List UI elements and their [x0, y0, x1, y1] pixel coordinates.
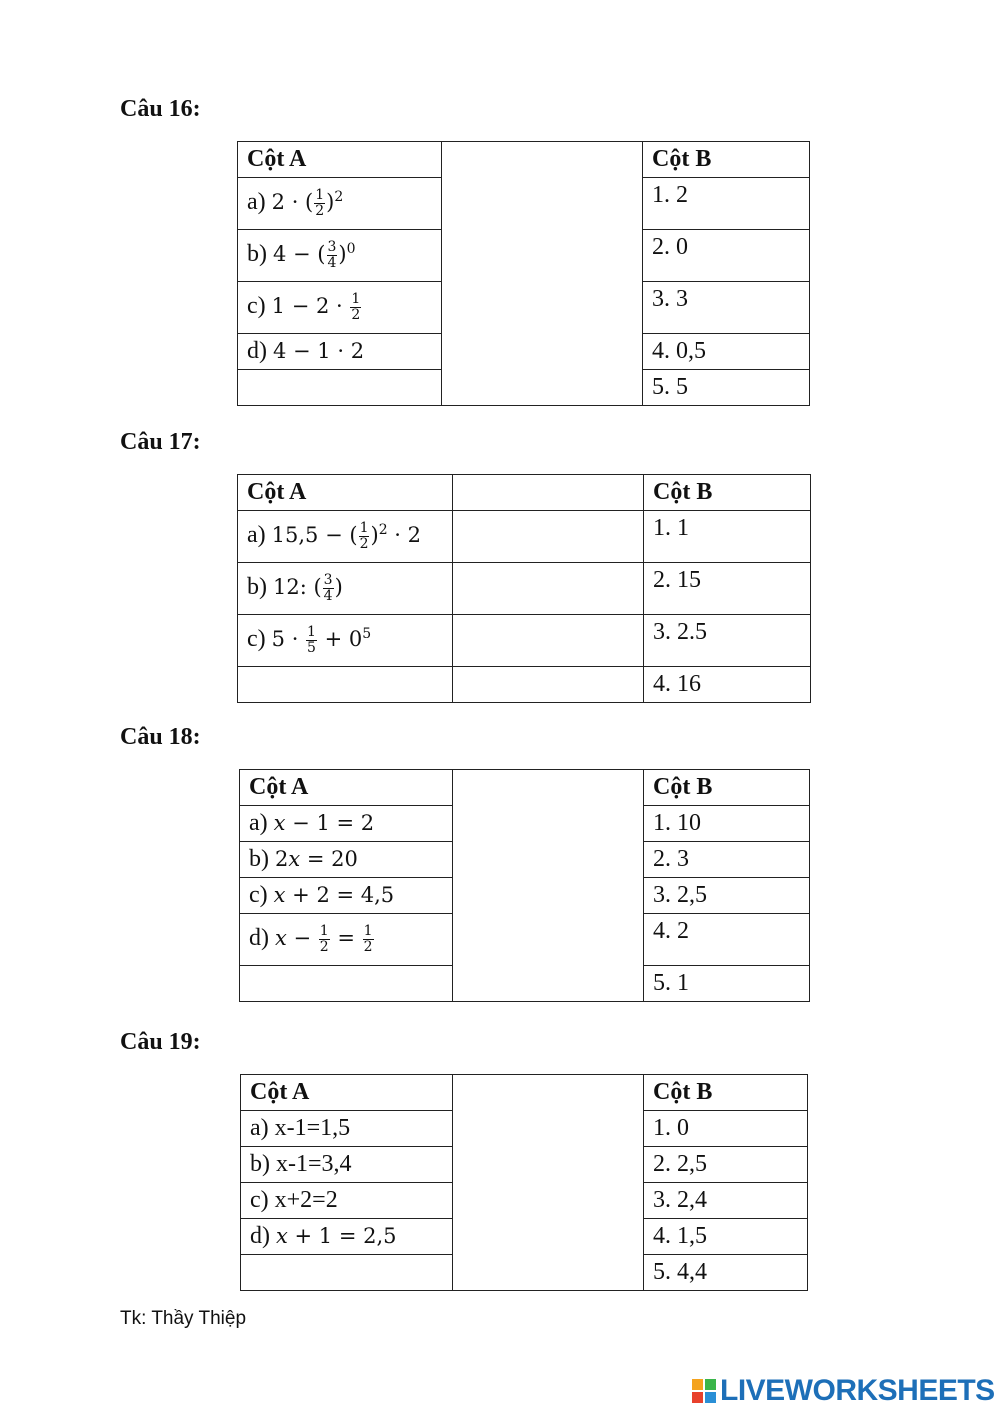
column-b-item: 3. 2.5 — [644, 615, 811, 667]
column-a-empty — [240, 966, 453, 1002]
question-19-title: Câu 19: — [120, 1029, 201, 1055]
answer-gap[interactable] — [442, 142, 643, 406]
question-17-title: Câu 17: — [120, 429, 201, 455]
question-16-table — [237, 141, 810, 406]
column-b-item: 4. 2 — [644, 914, 810, 966]
fraction: $\frac{1}{5}$ — [307, 624, 316, 656]
fraction: $\frac{3}{4}$ — [327, 239, 337, 271]
column-b-item: 4. 0,5 — [643, 334, 810, 370]
question-17-table — [237, 474, 811, 703]
question-16-title: Câu 16: — [120, 96, 201, 122]
column-b-item: 5. 1 — [644, 966, 810, 1002]
column-a-empty — [238, 370, 442, 406]
column-a-item: a) x − 1 = 2 — [240, 806, 453, 842]
column-b-item: 3. 2,4 — [644, 1183, 808, 1219]
column-b-item: 1. 1 — [644, 511, 811, 563]
column-b-item: 1. 10 — [644, 806, 810, 842]
column-a-item: c) 5 · $\frac{1}{5}$ + $0^5$ — [238, 615, 453, 667]
column-b-item: 2. 15 — [644, 563, 811, 615]
answer-gap[interactable] — [453, 615, 644, 667]
column-b-item: 4. 16 — [644, 667, 811, 703]
fraction: $\frac{1}{2}$ — [315, 187, 325, 219]
column-a-item: a) 2 · ( $\frac{1}{2}$ )$^2$ — [238, 178, 442, 230]
column-a-item: a) x-1=1,5 — [241, 1111, 453, 1147]
question-18-table — [239, 769, 810, 1002]
column-b-item: 5. 4,4 — [644, 1255, 808, 1291]
column-a-item: b) x-1=3,4 — [241, 1147, 453, 1183]
answer-gap[interactable] — [453, 770, 644, 1002]
column-b-item: 1. 0 — [644, 1111, 808, 1147]
author-credit: Tk: Thầy Thiệp — [120, 1308, 247, 1329]
column-a-item: d) x − $\frac{1}{2}$ = $\frac{1}{2}$ — [240, 914, 453, 966]
column-a-item: b) 12: ( $\frac{3}{4}$ ) — [238, 563, 453, 615]
column-a-item: b) 4 − ( $\frac{3}{4}$ )$^0$ — [238, 230, 442, 282]
fraction: $\frac{1}{2}$ — [363, 923, 373, 955]
column-a-item: a) 15,5 − ( $\frac{1}{2}$ )$^2$ · 2 — [238, 511, 453, 563]
column-a-header: Cột A — [241, 1075, 453, 1111]
logo-text: LIVEWORKSHEETS — [720, 1374, 995, 1407]
column-b-item: 3. 2,5 — [644, 878, 810, 914]
answer-gap[interactable] — [453, 1075, 644, 1291]
fraction: $\frac{1}{2}$ — [319, 923, 329, 955]
logo-mark-icon — [692, 1379, 716, 1403]
column-b-header: Cột B — [644, 475, 811, 511]
liveworksheets-logo[interactable] — [692, 1374, 995, 1408]
column-b-item: 5. 5 — [643, 370, 810, 406]
column-a-item: c) x + 2 = 4,5 — [240, 878, 453, 914]
column-b-item: 4. 1,5 — [644, 1219, 808, 1255]
column-a-header: Cột A — [238, 142, 442, 178]
column-a-item: b) 2x = 20 — [240, 842, 453, 878]
column-b-item: 2. 2,5 — [644, 1147, 808, 1183]
column-a-item: c) 1 − 2 · $\frac{1}{2}$ — [238, 282, 442, 334]
column-b-item: 2. 0 — [643, 230, 810, 282]
column-a-item: c) x+2=2 — [241, 1183, 453, 1219]
answer-gap[interactable] — [453, 667, 644, 703]
answer-gap[interactable] — [453, 563, 644, 615]
column-a-empty — [238, 667, 453, 703]
question-19-table — [240, 1074, 808, 1291]
column-a-item: d) 4 − 1 · 2 — [238, 334, 442, 370]
column-a-header: Cột A — [238, 475, 453, 511]
column-b-header: Cột B — [644, 1075, 808, 1111]
question-18-title: Câu 18: — [120, 724, 201, 750]
column-a-item: d) x + 1 = 2,5 — [241, 1219, 453, 1255]
column-b-header: Cột B — [644, 770, 810, 806]
column-b-item: 1. 2 — [643, 178, 810, 230]
column-b-item: 2. 3 — [644, 842, 810, 878]
fraction: $\frac{1}{2}$ — [359, 520, 369, 552]
answer-gap[interactable] — [453, 511, 644, 563]
fraction: $\frac{3}{4}$ — [323, 572, 333, 604]
column-a-empty — [241, 1255, 453, 1291]
column-b-item: 3. 3 — [643, 282, 810, 334]
fraction: $\frac{1}{2}$ — [351, 291, 361, 323]
column-a-header: Cột A — [240, 770, 453, 806]
answer-gap[interactable] — [453, 475, 644, 511]
column-b-header: Cột B — [643, 142, 810, 178]
